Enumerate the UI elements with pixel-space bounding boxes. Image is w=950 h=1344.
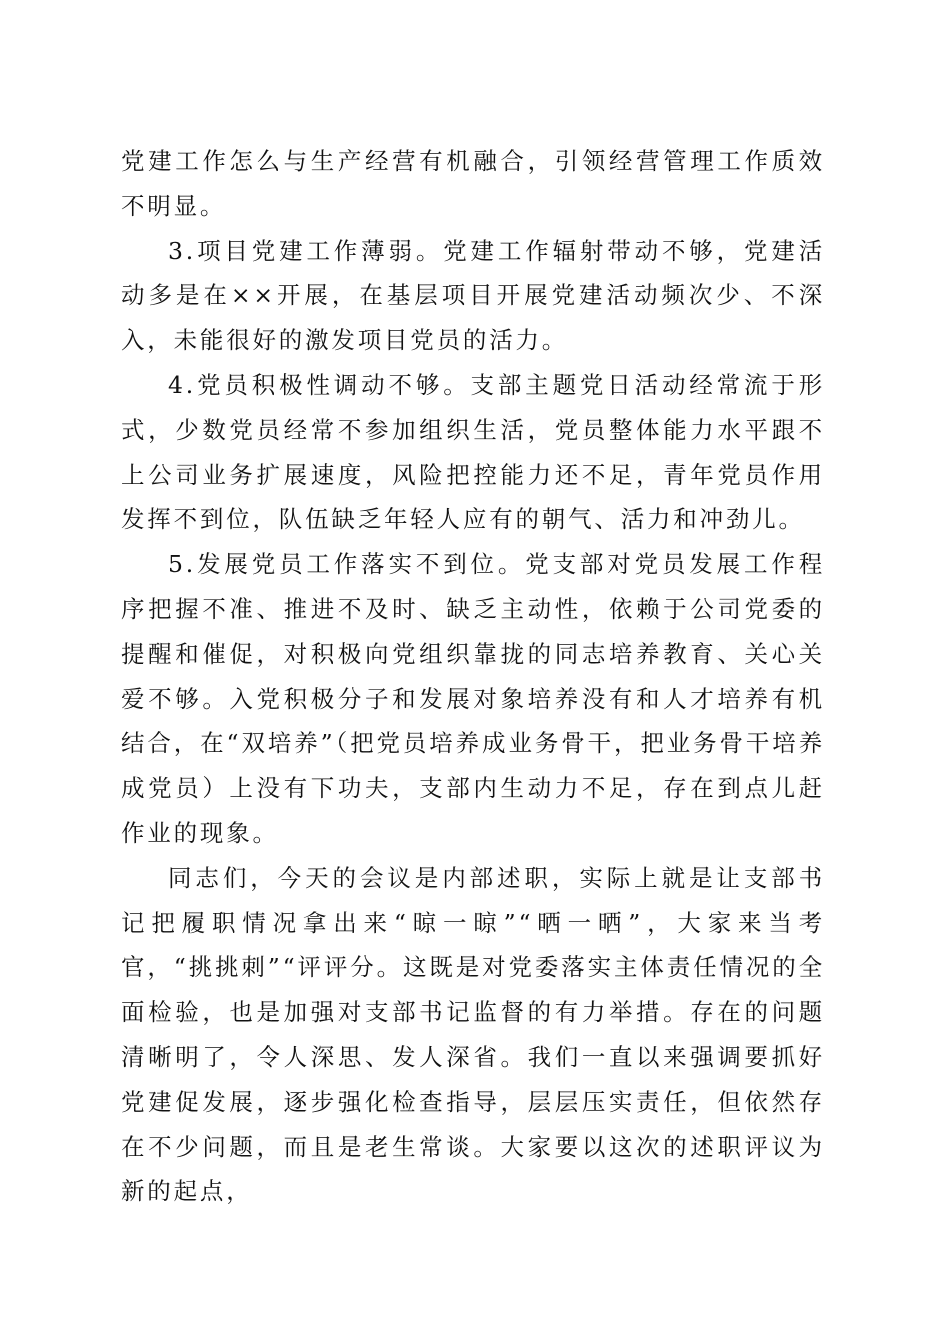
paragraph-item-5: 5.发展党员工作落实不到位。党支部对党员发展工作程序把握不准、推进不及时、缺乏主动性，依赖于公司党委的提醒和催促，对积极向党组织靠拢的同志培养教育、关心关爱不够。入党积极分子和发展对象培养没有和人才培养有机结合，在“双培养”（把党员培养成业务骨干，把业务骨干培养成党员）上没有下功夫，支部内生动力不足，存在到点儿赶作业的现象。 xyxy=(121,550,825,847)
paragraph-continuation: 党建工作怎么与生产经营有机融合，引领经营管理工作质效不明显。 xyxy=(121,147,825,220)
document-body xyxy=(121,139,825,1214)
paragraph-closing: 同志们，今天的会议是内部述职，实际上就是让支部书记把履职情况拿出来“晾一晾”“晒一晒”，大家来当考官，“挑挑刺”“评评分。这既是对党委落实主体责任情况的全面检验，也是加强对支部书记监督的有力举措。存在的问题清晰明了，令人深思、发人深省。我们一直以来强调要抓好党建促发展，逐步强化检查指导，层层压实责任，但依然存在不少问题，而且是老生常谈。大家要以这次的述职评议为新的起点， xyxy=(121,863,825,1206)
paragraph-item-3: 3.项目党建工作薄弱。党建工作辐射带动不够，党建活动多是在××开展，在基层项目开展党建活动频次少、不深入，未能很好的激发项目党员的活力。 xyxy=(121,236,825,355)
paragraph-item-4: 4.党员积极性调动不够。支部主题党日活动经常流于形式，少数党员经常不参加组织生活，党员整体能力水平跟不上公司业务扩展速度，风险把控能力还不足，青年党员作用发挥不到位，队伍缺乏年轻人应有的朝气、活力和冲劲儿。 xyxy=(121,370,825,534)
